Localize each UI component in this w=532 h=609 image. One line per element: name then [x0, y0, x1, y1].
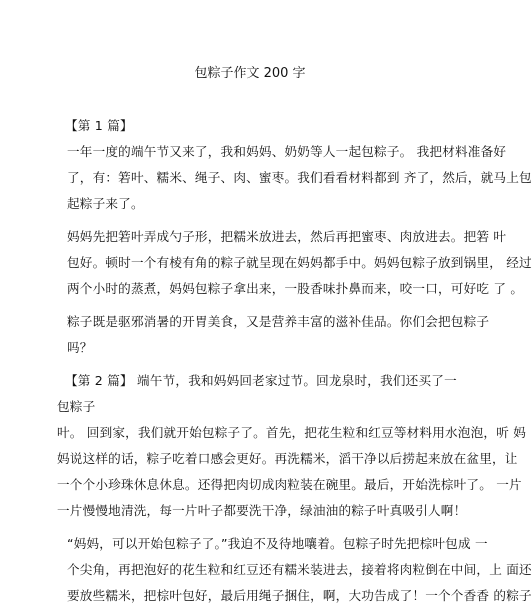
document-title: 包粽子作文 200 字 [194, 66, 306, 81]
text-line: 妈妈先把箬叶弄成勺子形，把糯米放进去，然后再把蜜枣、肉放进去。把箬 叶 [67, 229, 507, 244]
text-line: 妈说这样的话，粽子吃着口感会更好。再洗糯米，滔干净以后捞起来放在盆里，让 [57, 451, 518, 466]
text-line: 了，有：箬叶、糯米、绳子、肉、蜜枣。我们看看材料都到 齐了，然后，就马上包 [67, 170, 532, 185]
section-1-paragraph-2 [57, 224, 532, 302]
text-line: 一个个小珍珠休息休息。还得把肉切成肉粒装在碗里。最后，开始洗棕叶了。 一片 [57, 477, 522, 492]
section-1-heading: 【第 1 篇】 [65, 118, 133, 133]
text-line: 一年一度的端午节又来了，我和妈妈、奶奶等人一起包粽子。 我把材料准备好 [67, 144, 507, 159]
section-2-heading: 【第 2 篇】 [65, 373, 133, 388]
text-line: 包好。顿时一个有棱有角的粽子就呈现在妈妈都手中。妈妈包粽子放到锅里， 经过 [67, 255, 532, 270]
document-body [57, 113, 532, 609]
section-1-paragraph-1 [57, 139, 532, 217]
text-line: 叶。 回到家，我们就开始包粽子了。首先，把花生粒和红豆等材料用水泡泡，听 妈 [57, 425, 526, 440]
section-2-first-line [57, 368, 467, 420]
text-line: 要放些糯米，把棕叶包好，最后用绳子捆住，啊，大功告成了！一个个香香 的粽子 [67, 588, 532, 603]
text-line: 个尖角，再把泡好的花生粒和红豆还有糯米装进去，接着将肉粒倒在中间，上 面还 [67, 562, 532, 577]
section-2-paragraph-2 [57, 531, 532, 609]
text-line: 粽子既是驱邪消暑的开胃美食，又是营养丰富的滋补佳品。你们会把包粽子 [67, 314, 490, 329]
text-line: 吗？ [67, 340, 93, 355]
text-line: 起粽子来了。 [67, 196, 144, 211]
section-2-paragraph-1 [57, 420, 526, 524]
section-1-paragraph-3 [57, 309, 490, 361]
text-line: 一片慢慢地清洗，每一片叶子都要洗干净，绿油油的粽子叶真吸引人啊！ [57, 503, 467, 518]
text-line: “妈妈，可以开始包粽子了。”我迫不及待地嚷着。包粽子时先把棕叶包成 一 [67, 536, 488, 551]
section-2-first-line-text: 端午节，我和妈妈回老家过节。回龙泉时，我们还买了一包粽子 [57, 373, 457, 414]
text-line: 两个小时的蒸煮，妈妈包粽子拿出来，一股香味扑鼻而来，咬一口，可好吃 了 。 [67, 281, 524, 296]
